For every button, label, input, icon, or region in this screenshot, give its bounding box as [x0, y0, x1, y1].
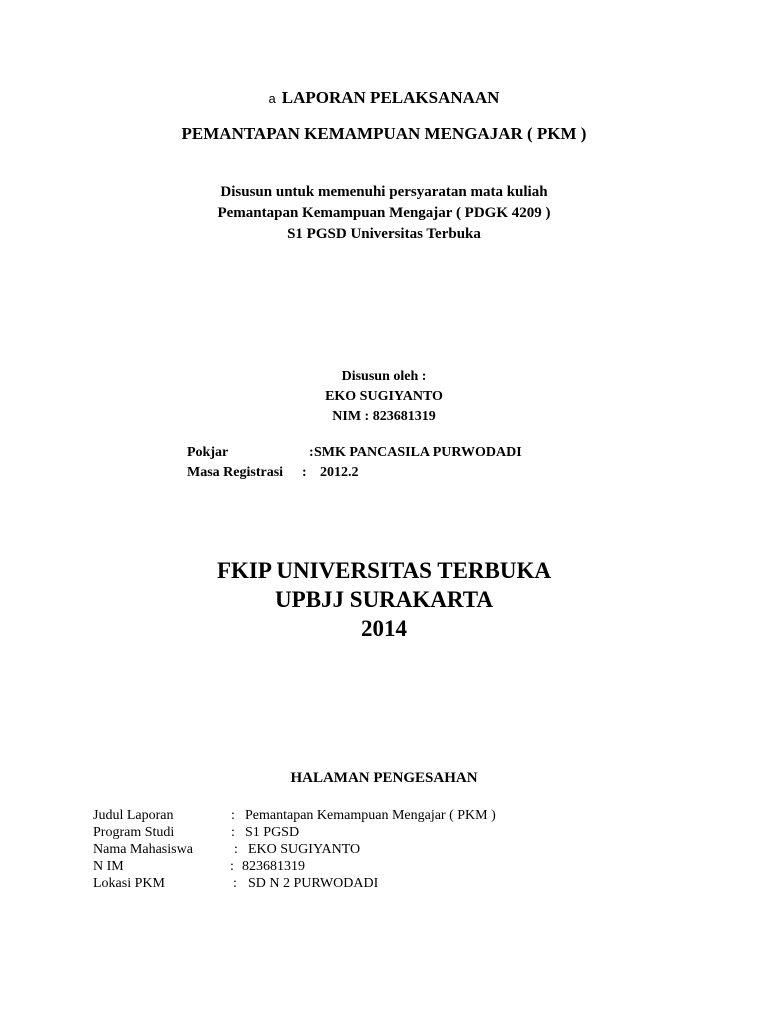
institution-unit: UPBJJ SURAKARTA	[275, 587, 493, 612]
subtitle-line-3: S1 PGSD Universitas Terbuka	[287, 226, 481, 242]
approval-title: HALAMAN PENGESAHAN	[290, 770, 478, 786]
approval-label: Nama Mahasiswa	[93, 842, 193, 857]
report-title-main: LAPORAN PELAKSANAAN	[281, 88, 500, 107]
approval-row	[93, 842, 693, 859]
subtitle-line-2: Pemantapan Kemampuan Mengajar ( PDGK 4209 )	[217, 205, 551, 221]
approval-separator: :	[234, 842, 238, 857]
approval-value: 823681319	[242, 859, 305, 874]
approval-row	[93, 825, 693, 842]
author-block	[0, 367, 768, 427]
institution-year: 2014	[361, 616, 407, 641]
info-row-masa-registrasi	[187, 465, 607, 483]
approval-value: SD N 2 PURWODADI	[248, 876, 379, 891]
subtitle-line-1: Disusun untuk memenuhi persyaratan mata kuliah	[220, 184, 548, 200]
title-marker: a	[268, 91, 276, 106]
approval-row	[93, 859, 693, 876]
info-row-pokjar	[187, 445, 607, 463]
approval-row	[93, 876, 693, 893]
report-title-line-2: PEMANTAPAN KEMAMPUAN MENGAJAR ( PKM )	[181, 124, 587, 143]
author-nim: NIM : 823681319	[332, 409, 436, 424]
approval-value: S1 PGSD	[245, 825, 300, 840]
author-label: Disusun oleh :	[341, 369, 427, 384]
info-value: 2012.2	[320, 465, 359, 480]
approval-separator: :	[233, 876, 237, 891]
approval-separator: :	[231, 825, 235, 840]
institution-name: FKIP UNIVERSITAS TERBUKA	[216, 558, 551, 583]
subtitle-block	[0, 182, 768, 245]
info-label: Masa Registrasi	[187, 465, 284, 480]
approval-label: Program Studi	[93, 825, 175, 840]
approval-label: Lokasi PKM	[93, 876, 165, 891]
approval-value: Pemantapan Kemampuan Mengajar ( PKM )	[245, 808, 496, 823]
approval-label: N IM	[93, 859, 124, 874]
approval-separator: :	[231, 808, 235, 823]
author-name: EKO SUGIYANTO	[325, 389, 443, 404]
approval-label: Judul Laporan	[93, 808, 174, 823]
approval-value: EKO SUGIYANTO	[248, 842, 361, 857]
approval-separator: :	[230, 859, 234, 874]
info-separator: :	[302, 465, 307, 480]
report-title-line-1	[0, 88, 768, 108]
approval-row	[93, 808, 693, 825]
info-separator: :	[309, 445, 314, 460]
info-label: Pokjar	[187, 445, 229, 460]
institution-block	[0, 556, 768, 643]
info-value: SMK PANCASILA PURWODADI	[314, 445, 522, 460]
